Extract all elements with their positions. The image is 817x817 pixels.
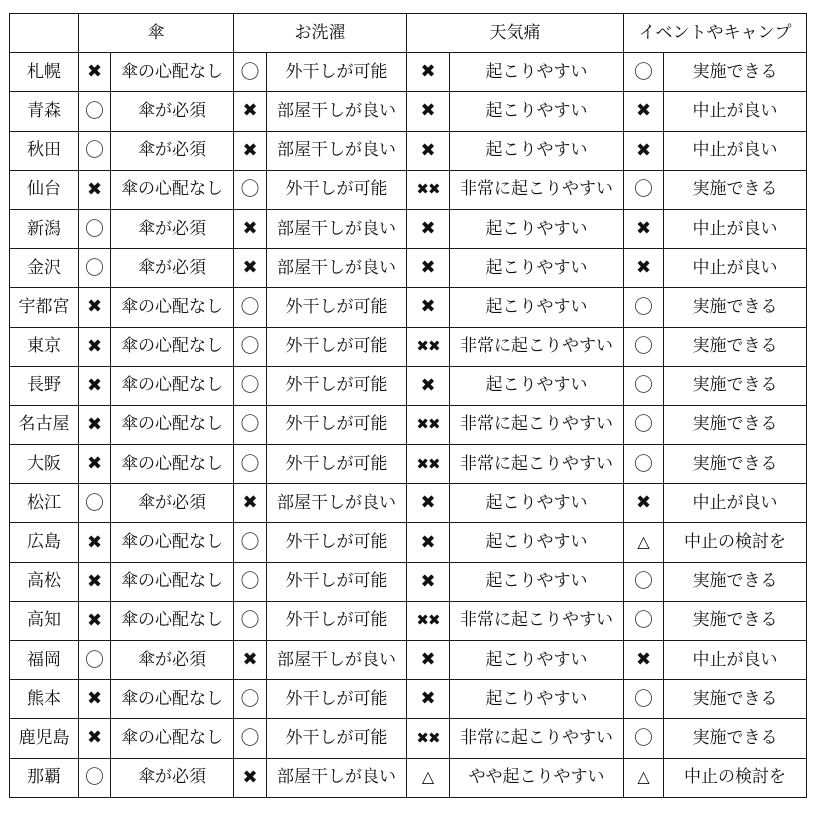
umbrella-text: 傘の心配なし: [111, 562, 234, 601]
laundry-text: 外干しが可能: [267, 405, 407, 444]
event-circle-icon: 〇: [633, 60, 653, 83]
event-text: 実施できる: [664, 327, 807, 366]
event-cross-icon: ✖: [635, 139, 652, 161]
table-row: [10, 680, 807, 719]
weather-pain-text: 起こりやすい: [450, 366, 624, 405]
table-row: [10, 523, 807, 562]
laundry-circle-icon: 〇: [240, 295, 260, 318]
table-row: [10, 366, 807, 405]
laundry-text: 外干しが可能: [267, 327, 407, 366]
umbrella-cross-icon: ✖: [86, 413, 103, 435]
city-name: 那覇: [10, 758, 79, 797]
weather-pain-text: 起こりやすい: [450, 641, 624, 680]
city-name: 仙台: [10, 170, 79, 209]
laundry-cross-icon: ✖: [242, 100, 258, 122]
laundry-text: 外干しが可能: [267, 53, 407, 92]
city-name: 金沢: [10, 249, 79, 288]
weather-pain-text: 非常に起こりやすい: [450, 445, 624, 484]
laundry-text: 部屋干しが良い: [267, 484, 407, 523]
umbrella-circle-icon: 〇: [84, 648, 104, 671]
laundry-text: 外干しが可能: [267, 366, 407, 405]
umbrella-text: 傘の心配なし: [111, 327, 234, 366]
weather-pain-text: 非常に起こりやすい: [450, 719, 624, 758]
umbrella-circle-icon: 〇: [84, 217, 104, 240]
event-text: 実施できる: [664, 366, 807, 405]
city-name: 高松: [10, 562, 79, 601]
header-city: [10, 14, 79, 53]
weather-pain-text: 非常に起こりやすい: [450, 405, 624, 444]
event-text: 中止の検討を: [664, 758, 807, 797]
laundry-circle-icon: 〇: [240, 374, 260, 397]
laundry-cross-icon: ✖: [242, 766, 258, 788]
weather-pain-text: 起こりやすい: [450, 562, 624, 601]
laundry-text: 部屋干しが良い: [267, 758, 407, 797]
umbrella-text: 傘が必須: [111, 209, 234, 248]
weather-pain-text: 起こりやすい: [450, 288, 624, 327]
table-row: [10, 92, 807, 131]
event-circle-icon: 〇: [633, 687, 653, 710]
event-text: 実施できる: [664, 53, 807, 92]
weather-pain-double-cross-icon: ✖✖: [416, 180, 440, 199]
umbrella-cross-icon: ✖: [86, 688, 103, 710]
city-name: 青森: [10, 92, 79, 131]
laundry-circle-icon: 〇: [240, 60, 260, 83]
event-triangle-icon: △: [637, 767, 650, 787]
table-row: [10, 327, 807, 366]
laundry-circle-icon: 〇: [240, 609, 260, 632]
weather-pain-text: 起こりやすい: [450, 680, 624, 719]
event-circle-icon: 〇: [633, 374, 653, 397]
umbrella-cross-icon: ✖: [86, 61, 103, 83]
event-circle-icon: 〇: [633, 295, 653, 318]
weather-pain-text: 非常に起こりやすい: [450, 327, 624, 366]
umbrella-cross-icon: ✖: [86, 178, 103, 200]
table-row: [10, 209, 807, 248]
city-name: 大阪: [10, 445, 79, 484]
event-text: 実施できる: [664, 562, 807, 601]
table-row: [10, 484, 807, 523]
city-name: 熊本: [10, 680, 79, 719]
weather-pain-text: 非常に起こりやすい: [450, 601, 624, 640]
umbrella-text: 傘が必須: [111, 249, 234, 288]
event-text: 中止が良い: [664, 209, 807, 248]
laundry-text: 外干しが可能: [267, 562, 407, 601]
laundry-text: 外干しが可能: [267, 601, 407, 640]
event-text: 実施できる: [664, 445, 807, 484]
weather-pain-cross-icon: ✖: [420, 649, 436, 671]
umbrella-text: 傘が必須: [111, 641, 234, 680]
header-umbrella: 傘: [79, 14, 234, 53]
city-name: 東京: [10, 327, 79, 366]
weather-pain-text: 非常に起こりやすい: [450, 170, 624, 209]
event-text: 実施できる: [664, 680, 807, 719]
event-circle-icon: 〇: [633, 726, 653, 749]
event-text: 実施できる: [664, 288, 807, 327]
weather-pain-double-cross-icon: ✖✖: [416, 415, 440, 434]
laundry-text: 部屋干しが良い: [267, 249, 407, 288]
umbrella-circle-icon: 〇: [84, 256, 104, 279]
weather-pain-text: 起こりやすい: [450, 484, 624, 523]
city-name: 高知: [10, 601, 79, 640]
weather-pain-double-cross-icon: ✖✖: [416, 611, 440, 630]
laundry-circle-icon: 〇: [240, 570, 260, 593]
weather-pain-cross-icon: ✖: [420, 374, 436, 396]
weather-pain-text: 起こりやすい: [450, 92, 624, 131]
event-text: 実施できる: [664, 170, 807, 209]
weather-pain-double-cross-icon: ✖✖: [416, 454, 440, 473]
table-row: [10, 170, 807, 209]
city-name: 広島: [10, 523, 79, 562]
weather-index-table: [9, 13, 807, 798]
laundry-circle-icon: 〇: [240, 452, 260, 475]
laundry-text: 外干しが可能: [267, 719, 407, 758]
umbrella-cross-icon: ✖: [86, 374, 103, 396]
umbrella-cross-icon: ✖: [86, 570, 103, 592]
umbrella-circle-icon: 〇: [84, 139, 104, 162]
weather-pain-cross-icon: ✖: [420, 100, 436, 122]
weather-pain-cross-icon: ✖: [420, 492, 436, 514]
header-laundry: お洗濯: [234, 14, 407, 53]
weather-pain-text: 起こりやすい: [450, 523, 624, 562]
laundry-cross-icon: ✖: [242, 492, 258, 514]
event-text: 中止が良い: [664, 484, 807, 523]
event-cross-icon: ✖: [635, 492, 652, 514]
table-row: [10, 719, 807, 758]
city-name: 鹿児島: [10, 719, 79, 758]
umbrella-circle-icon: 〇: [84, 766, 104, 789]
header-event-camp: イベントやキャンプ: [624, 14, 807, 53]
laundry-text: 部屋干しが良い: [267, 92, 407, 131]
event-cross-icon: ✖: [635, 100, 652, 122]
umbrella-text: 傘の心配なし: [111, 601, 234, 640]
event-circle-icon: 〇: [633, 609, 653, 632]
laundry-text: 外干しが可能: [267, 288, 407, 327]
laundry-text: 外干しが可能: [267, 680, 407, 719]
city-name: 新潟: [10, 209, 79, 248]
event-circle-icon: 〇: [633, 413, 653, 436]
weather-pain-cross-icon: ✖: [420, 688, 436, 710]
header-row: [10, 14, 807, 53]
umbrella-text: 傘が必須: [111, 484, 234, 523]
laundry-circle-icon: 〇: [240, 726, 260, 749]
weather-pain-cross-icon: ✖: [420, 139, 436, 161]
event-text: 実施できる: [664, 719, 807, 758]
umbrella-text: 傘が必須: [111, 131, 234, 170]
event-circle-icon: 〇: [633, 570, 653, 593]
umbrella-circle-icon: 〇: [84, 99, 104, 122]
event-text: 中止が良い: [664, 92, 807, 131]
table-row: [10, 601, 807, 640]
city-name: 札幌: [10, 53, 79, 92]
umbrella-cross-icon: ✖: [86, 453, 103, 475]
table-row: [10, 405, 807, 444]
city-name: 福岡: [10, 641, 79, 680]
event-text: 中止が良い: [664, 131, 807, 170]
weather-pain-text: 起こりやすい: [450, 131, 624, 170]
weather-pain-cross-icon: ✖: [420, 61, 436, 83]
table-row: [10, 758, 807, 797]
city-name: 名古屋: [10, 405, 79, 444]
event-triangle-icon: △: [637, 532, 650, 552]
weather-pain-text: 起こりやすい: [450, 53, 624, 92]
weather-pain-cross-icon: ✖: [420, 218, 436, 240]
event-cross-icon: ✖: [635, 257, 652, 279]
umbrella-circle-icon: 〇: [84, 491, 104, 514]
umbrella-cross-icon: ✖: [86, 609, 103, 631]
weather-pain-text: やや起こりやすい: [450, 758, 624, 797]
city-name: 秋田: [10, 131, 79, 170]
forecast-table-container: [9, 13, 807, 798]
laundry-cross-icon: ✖: [242, 139, 258, 161]
table-row: [10, 562, 807, 601]
weather-pain-cross-icon: ✖: [420, 570, 436, 592]
table-row: [10, 249, 807, 288]
umbrella-cross-icon: ✖: [86, 531, 103, 553]
city-name: 宇都宮: [10, 288, 79, 327]
umbrella-cross-icon: ✖: [86, 296, 103, 318]
laundry-text: 外干しが可能: [267, 170, 407, 209]
umbrella-text: 傘の心配なし: [111, 288, 234, 327]
laundry-circle-icon: 〇: [240, 178, 260, 201]
laundry-text: 外干しが可能: [267, 523, 407, 562]
umbrella-text: 傘の心配なし: [111, 719, 234, 758]
table-row: [10, 53, 807, 92]
laundry-text: 部屋干しが良い: [267, 641, 407, 680]
event-text: 実施できる: [664, 405, 807, 444]
weather-pain-cross-icon: ✖: [420, 296, 436, 318]
laundry-cross-icon: ✖: [242, 257, 258, 279]
laundry-circle-icon: 〇: [240, 413, 260, 436]
umbrella-text: 傘の心配なし: [111, 680, 234, 719]
table-body: [10, 53, 807, 798]
event-circle-icon: 〇: [633, 178, 653, 201]
table-row: [10, 131, 807, 170]
weather-pain-cross-icon: ✖: [420, 257, 436, 279]
event-circle-icon: 〇: [633, 335, 653, 358]
event-text: 中止が良い: [664, 641, 807, 680]
umbrella-text: 傘の心配なし: [111, 523, 234, 562]
umbrella-text: 傘の心配なし: [111, 445, 234, 484]
umbrella-text: 傘の心配なし: [111, 405, 234, 444]
umbrella-text: 傘が必須: [111, 758, 234, 797]
table-row: [10, 288, 807, 327]
laundry-circle-icon: 〇: [240, 335, 260, 358]
laundry-text: 部屋干しが良い: [267, 209, 407, 248]
weather-pain-triangle-icon: △: [421, 767, 435, 787]
event-text: 中止が良い: [664, 249, 807, 288]
weather-pain-double-cross-icon: ✖✖: [416, 728, 440, 747]
event-circle-icon: 〇: [633, 452, 653, 475]
umbrella-text: 傘の心配なし: [111, 366, 234, 405]
laundry-text: 外干しが可能: [267, 445, 407, 484]
weather-pain-cross-icon: ✖: [420, 531, 436, 553]
umbrella-text: 傘の心配なし: [111, 170, 234, 209]
laundry-circle-icon: 〇: [240, 531, 260, 554]
umbrella-cross-icon: ✖: [86, 335, 103, 357]
laundry-cross-icon: ✖: [242, 649, 258, 671]
city-name: 長野: [10, 366, 79, 405]
event-text: 中止の検討を: [664, 523, 807, 562]
laundry-cross-icon: ✖: [242, 218, 258, 240]
umbrella-text: 傘の心配なし: [111, 53, 234, 92]
weather-pain-text: 起こりやすい: [450, 249, 624, 288]
laundry-text: 部屋干しが良い: [267, 131, 407, 170]
table-row: [10, 445, 807, 484]
event-cross-icon: ✖: [635, 218, 652, 240]
laundry-circle-icon: 〇: [240, 687, 260, 710]
event-text: 実施できる: [664, 601, 807, 640]
weather-pain-double-cross-icon: ✖✖: [416, 337, 440, 356]
weather-pain-text: 起こりやすい: [450, 209, 624, 248]
umbrella-cross-icon: ✖: [86, 727, 103, 749]
city-name: 松江: [10, 484, 79, 523]
umbrella-text: 傘が必須: [111, 92, 234, 131]
event-cross-icon: ✖: [635, 649, 652, 671]
header-weather-pain: 天気痛: [407, 14, 624, 53]
table-row: [10, 641, 807, 680]
